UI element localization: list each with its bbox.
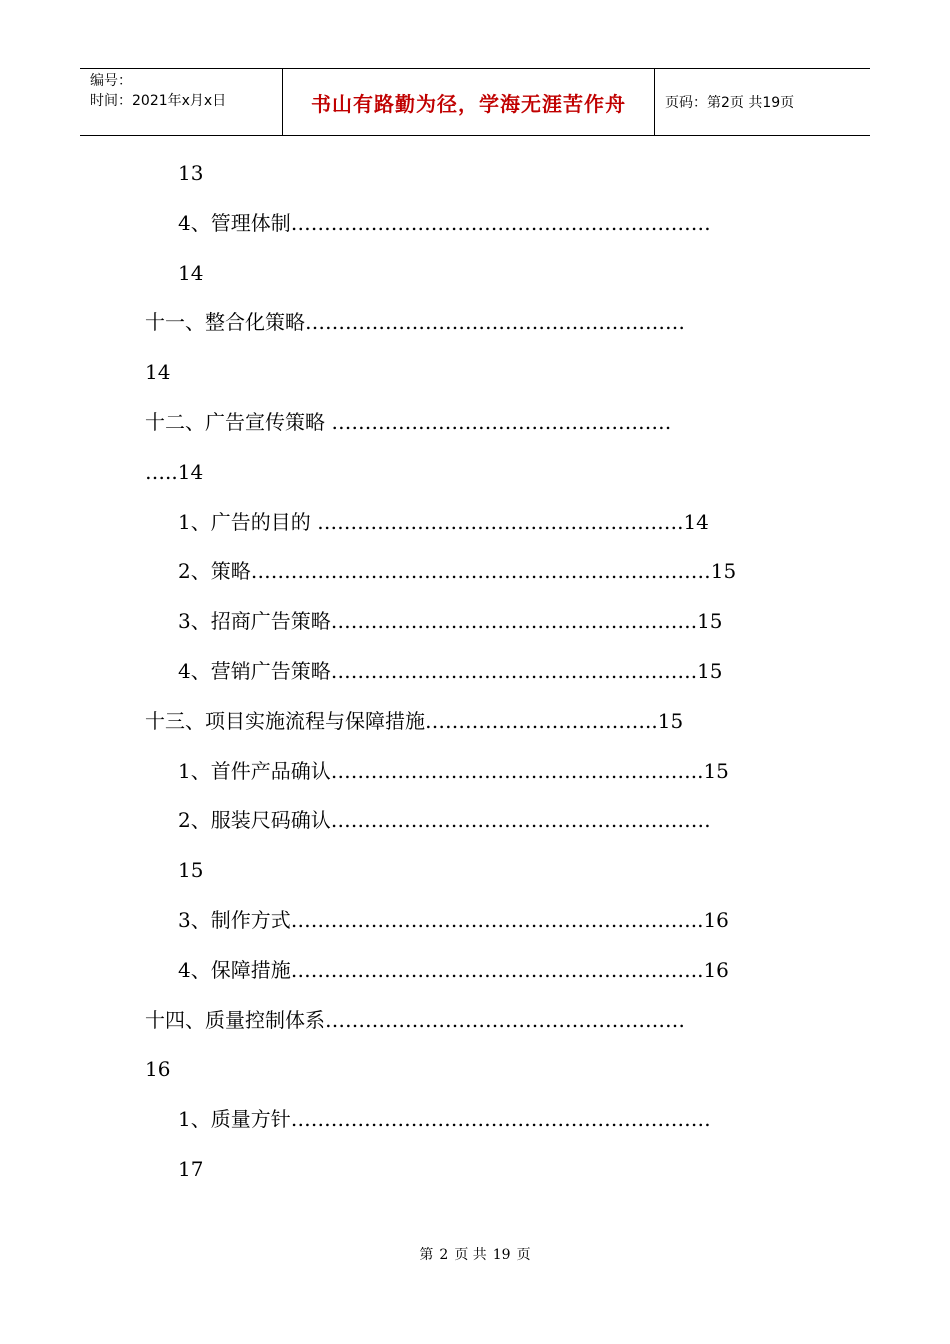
toc-line: 十二、广告宣传策略 …………………………………………… — [145, 410, 672, 434]
footer-total-pages: 19 — [492, 1247, 511, 1263]
page-header — [80, 68, 870, 136]
toc-line: 1、质量方针……………………………………………………… — [178, 1107, 711, 1132]
footer-mid: 页 共 — [454, 1247, 487, 1263]
toc-line: 十一、整合化策略………………………………………………… — [145, 310, 685, 335]
toc-line: 3、招商广告策略……………………………………………….15 — [178, 609, 723, 634]
toc-line: 15 — [178, 858, 204, 883]
toc-line: 16 — [145, 1057, 171, 1082]
toc-line: 2、服装尺码确认………………………………………………… — [178, 808, 711, 833]
toc-line: 1、广告的目的 ……………………………………………….14 — [178, 509, 709, 534]
toc-line: 1、首件产品确认………………………………………………..15 — [178, 758, 729, 783]
toc-line: 4、管理体制……………………………………………………… — [178, 210, 711, 235]
toc-line: 3、制作方式……………………………………………………..16 — [178, 908, 729, 932]
toc-line: 4、保障措施……………………………………………………..16 — [178, 957, 729, 982]
toc-line: 2、策略……………………………………………………………15 — [178, 559, 737, 584]
footer-page-number: 2 — [439, 1247, 449, 1263]
toc-line: 17 — [178, 1157, 204, 1181]
header-page-info: 页码：第2页 共19页 — [665, 95, 795, 111]
header-motto: 书山有路勤为径，学海无涯苦作舟 — [311, 91, 626, 116]
toc-line: 13 — [178, 161, 204, 185]
toc-line: 十四、质量控制体系……………………………………………… — [145, 1007, 685, 1032]
footer-suffix: 页 — [516, 1247, 531, 1263]
document-code-label: 编号： — [90, 73, 132, 89]
toc-line: 14 — [178, 260, 204, 285]
page-footer — [0, 1244, 950, 1264]
footer-prefix: 第 — [419, 1247, 434, 1263]
header-motto-cell — [282, 69, 655, 135]
toc-line: 14 — [145, 360, 171, 385]
document-time-label: 时间：2021年x月x日 — [90, 93, 227, 109]
toc-line: …..14 — [145, 459, 204, 484]
toc-line: 十三、项目实施流程与保障措施……………………………..15 — [145, 708, 684, 733]
header-page-info-cell — [655, 69, 870, 135]
header-meta — [80, 69, 282, 135]
toc-line: 4、营销广告策略……………………………………………….15 — [178, 659, 723, 683]
